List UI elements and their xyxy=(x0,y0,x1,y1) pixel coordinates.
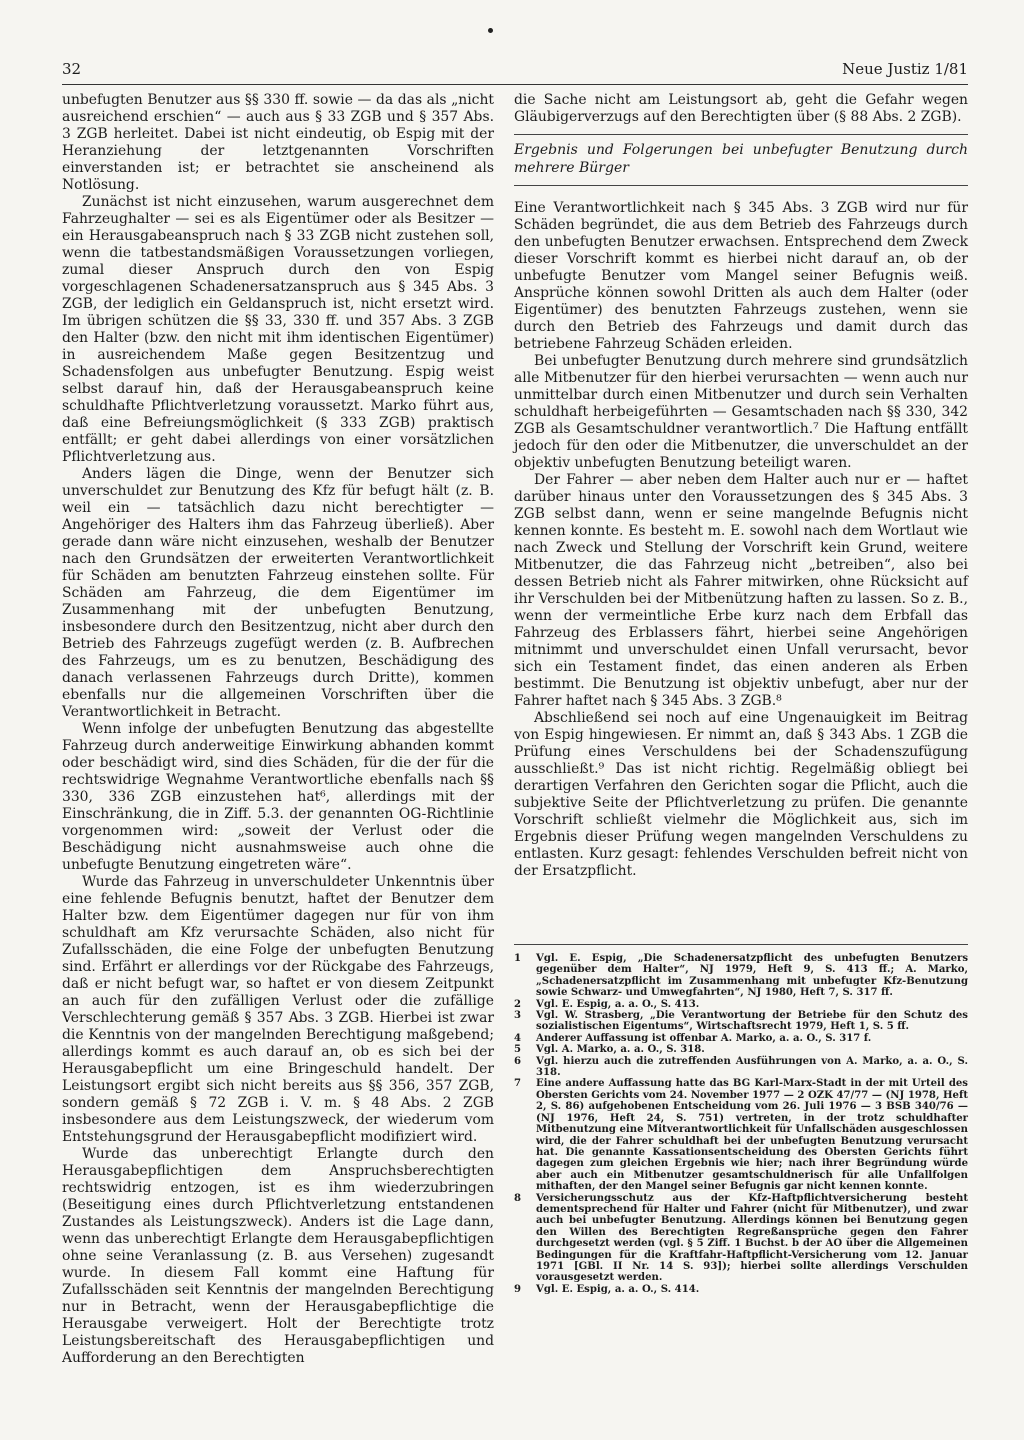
section-rule xyxy=(514,185,968,186)
footnote-number: 5 xyxy=(514,1044,522,1056)
footnote-text: Vgl. W. Strasberg, „Die Verantwortung der Betriebe für den Schutz des sozialistischen Eigentums“, Wirtschaftsrecht 1979, Heft 1, S. 5 ff. xyxy=(536,1010,968,1033)
footnote xyxy=(514,1056,968,1079)
footnote-number: 7 xyxy=(514,1078,522,1090)
left-column xyxy=(62,92,494,1367)
paragraph: Wenn infolge der unbefugten Benutzung das abgestellte Fahrzeug durch anderweitige Einwirkung abhanden kommt oder beschädigt wird, sind dies Schäden, für die der für die rechtswidrige Wegnahme Verantwortliche ebenfalls nach §§ 330, 336 ZGB einzustehen hat⁶, allerdings mit der Einschränkung, die in Ziff. 5.3. der genannten OG-Richtlinie vorgenommen wird: „soweit der Verlust oder die Beschädigung nicht ausnahmsweise auch ohne die unbefugte Benutzung eingetreten wäre“. xyxy=(62,721,494,873)
footnote xyxy=(514,999,968,1010)
footnotes xyxy=(514,944,968,1295)
footnote-number: 8 xyxy=(514,1192,522,1204)
footnote-number: 2 xyxy=(514,998,522,1010)
footnote-number: 4 xyxy=(514,1032,522,1044)
paragraph: Der Fahrer — aber neben dem Halter auch nur er — haftet darüber hinaus unter den Voraussetzungen des § 345 Abs. 3 ZGB selbst dann, wenn er seine mangelnde Befugnis nicht kennen konnte. Es besteht m. E. sowohl nach dem Wortlaut wie nach Zweck und Stellung der Vorschrift kein Grund, weitere Mitbenutzer, die das Fahrzeug nicht „betreiben“, also bei dessen Betrieb nicht als Fahrer mitwirken, ohne Rücksicht auf ihr Verschulden bei der Mitbenützung haften zu lassen. So z. B., wenn der vermeintliche Erbe kurz nach dem Erbfall das Fahrzeug des Erblassers fährt, hierbei seine Angehörigen mitnimmt und unverschuldet einen Unfall verursacht, bevor sich ein Testament findet, das einen anderen als Erben bestimmt. Die Benutzung ist objektiv unbefugt, aber nur der Fahrer haftet nach § 345 Abs. 3 ZGB.⁸ xyxy=(514,472,968,709)
footnote-number: 9 xyxy=(514,1283,522,1295)
paragraph: Eine Verantwortlichkeit nach § 345 Abs. 3 ZGB wird nur für Schäden begründet, die aus dem Betrieb des Fahrzeugs durch den unbefugten Benutzer erwachsen. Entsprechend dem Zweck dieser Vorschrift kommt es hierbei nicht darauf an, ob der unbefugte Benutzer vom Mangel seiner Befugnis weiß. Ansprüche können sowohl Dritten als auch dem Halter (oder Eigentümer) des benutzten Fahrzeugs zustehen, wenn sie durch den Betrieb des Fahrzeugs und damit durch das betriebene Fahrzeug Schäden erleiden. xyxy=(514,200,968,352)
footnote xyxy=(514,1078,968,1192)
footnote-text: Vgl. hierzu auch die zutreffenden Ausführungen von A. Marko, a. a. O., S. 318. xyxy=(536,1055,968,1079)
journal-title: Neue Justiz 1/81 xyxy=(842,60,968,78)
footnote-number: 3 xyxy=(514,1010,522,1022)
section-heading-block xyxy=(514,134,968,186)
header-rule xyxy=(62,84,968,85)
footnote-text: Versicherungsschutz aus der Kfz-Haftpflichtversicherung besteht dementsprechend für Halter und Fahrer (nicht für Mitbenutzer), und zwar auch bei unbefugter Benutzung. Allerdings können bei Benutzung gegen den Willen des Berechtigten Regreßansprüche gegen den Fahrer durchgesetzt werden (vgl. § 5 Ziff. 1 Buchst. b der AO über die Allgemeinen Bedingungen für die Kraftfahr-Haftpflicht-Versicherung vom 12. Januar 1971 [GBl. II Nr. 14 S. 93]); hierbei sollte allerdings Verschulden vorausgesetzt werden. xyxy=(536,1192,968,1284)
paragraph: Bei unbefugter Benutzung durch mehrere sind grundsätzlich alle Mitbenutzer für den hierbei verursachten — wenn auch nur unmittelbar durch einen Mitbenutzer und durch sein Verhalten schuldhaft herbeigeführten — Gesamtschaden nach §§ 330, 342 ZGB als Gesamtschuldner verantwortlich.⁷ Die Haftung entfällt jedoch für den oder die Mitbenutzer, die unverschuldet an der objektiv unbefugten Benutzung beteiligt waren. xyxy=(514,353,968,471)
footnote-text: Anderer Auffassung ist offenbar A. Marko, a. a. O., S. 317 f. xyxy=(536,1032,872,1044)
section-heading: Ergebnis und Folgerungen bei unbefugter Benutzung durch mehrere Bürger xyxy=(514,142,968,176)
right-column xyxy=(514,92,968,880)
paragraph: Abschließend sei noch auf eine Ungenauigkeit im Beitrag von Espig hingewiesen. Er nimmt an, daß § 343 Abs. 1 ZGB die Prüfung eines Verschuldens bei der Schadenszufügung ausschließt.⁹ Das ist nicht richtig. Regelmäßig obliegt bei derartigen Verfahren den Gerichten sogar die Pflicht, auch die subjektive Seite der Pflichtverletzung zu prüfen. Die genannte Vorschrift schließt vielmehr die Möglichkeit aus, sich im Ergebnis dieser Prüfung wegen mangelnden Verschuldens zu entlasten. Kurz gesagt: fehlendes Verschulden befreit nicht von der Ersatzpflicht. xyxy=(514,710,968,879)
footnote-number: 6 xyxy=(514,1055,522,1067)
footnote-text: Vgl. E. Espig, a. a. O., S. 414. xyxy=(536,1283,700,1295)
paragraph: Zunächst ist nicht einzusehen, warum ausgerechnet dem Fahrzeughalter — sei es als Eigentümer oder als Besitzer — ein Herausgabeanspruch nach § 33 ZGB nicht zustehen soll, wenn die tatbestandsmäßigen Voraussetzungen vorliegen, zumal dieser Anspruch durch den von Espig vorgeschlagenen Schadenersatzanspruch aus § 345 Abs. 3 ZGB, der lediglich ein Geldanspruch ist, nicht ersetzt wird. Im übrigen schützen die §§ 33, 330 ff. und 357 Abs. 3 ZGB den Halter (bzw. den nicht mit ihm identischen Eigentümer) in ausreichendem Maße gegen Besitzentzug und Schadensfolgen aus unbefugter Benutzung. Espig weist selbst darauf hin, daß der Herausgabeanspruch keine schuldhafte Pflichtverletzung voraussetzt. Marko führt aus, daß eine Befreiungsmöglichkeit (§ 333 ZGB) praktisch entfällt; er geht dabei allerdings von einer vorsätzlichen Pflichtverletzung aus. xyxy=(62,194,494,465)
page-mark xyxy=(488,28,493,33)
footnote xyxy=(514,1284,968,1295)
footnote-number: 1 xyxy=(514,953,522,964)
footnote-text: Vgl. E. Espig, a. a. O., S. 413. xyxy=(536,998,700,1010)
footnote xyxy=(514,1193,968,1284)
footnote xyxy=(514,1010,968,1033)
footnote xyxy=(514,953,968,999)
footnote-text: Vgl. E. Espig, „Die Schadenersatzpflicht des unbefugten Benutzers gegenüber dem Halter“, NJ 1979, Heft 9, S. 413 ff.; A. Marko, „Schadenersatzpflicht im Zusammenhang mit unbefugter Kfz-Benutzung sowie Schwarz- und Umwegfahrten“, NJ 1980, Heft 7, S. 317 ff. xyxy=(536,953,968,999)
paragraph: unbefugten Benutzer aus §§ 330 ff. sowie — da das als „nicht ausreichend erschien“ — auch aus § 33 ZGB und § 357 Abs. 3 ZGB herleitet. Dabei ist nicht eindeutig, ob Espig mit der Heranziehung der letztgenannten Vorschriften einverstanden ist; er betrachtet sie anscheinend als Notlösung. xyxy=(62,92,494,193)
paragraph: Anders lägen die Dinge, wenn der Benutzer sich unverschuldet zur Benutzung des Kfz für befugt hält (z. B. weil ein — tatsächlich dazu nicht berechtigter — Angehöriger des Halters ihm das Fahrzeug überließ). Aber gerade dann wäre nicht einzusehen, weshalb der Benutzer nach den Grundsätzen der erweiterten Verantwortlichkeit für Schäden am benutzten Fahrzeug einstehen sollte. Für Schäden am Fahrzeug, die dem Eigentümer im Zusammenhang mit der unbefugten Benutzung, insbesondere durch den Besitzentzug, nicht aber durch den Betrieb des Fahrzeugs zugefügt werden (z. B. Aufbrechen des Fahrzeugs, um es zu benutzen, Beschädigung des danach verlassenen Fahrzeugs durch Dritte), kommen ebenfalls nur die allgemeinen Vorschriften über die Verantwortlichkeit in Betracht. xyxy=(62,466,494,720)
footnote xyxy=(514,1033,968,1044)
paragraph: Wurde das unberechtigt Erlangte durch den Herausgabepflichtigen dem Anspruchsberechtigten rechtswidrig entzogen, ist es ihm wiederzubringen (Beseitigung eines durch Pflichtverletzung entstandenen Zustandes als Leistungszweck). Anders ist die Lage dann, wenn das unberechtigt Erlangte dem Herausgabepflichtigen ohne seine Veranlassung (z. B. aus Versehen) zugesandt wurde. In diesem Fall kommt eine Haftung für Zufallsschäden seit Kenntnis der mangelnden Berechtigung nur in Betracht, wenn der Herausgabepflichtige die Herausgabe verweigert. Holt der Berechtigte trotz Leistungsbereitschaft des Herausgabepflichtigen und Aufforderung an den Berechtigten xyxy=(62,1146,494,1366)
paragraph: die Sache nicht am Leistungsort ab, geht die Gefahr wegen Gläubigerverzugs auf den Berechtigten über (§ 88 Abs. 2 ZGB). xyxy=(514,92,968,125)
footnote xyxy=(514,1044,968,1055)
page-number: 32 xyxy=(62,60,82,78)
footnote-text: Eine andere Auffassung hatte das BG Karl-Marx-Stadt in der mit Urteil des Obersten Gerichts vom 24. November 1977 — 2 OZK 47/77 — (NJ 1978, Heft 2, S. 86) aufgehobenen Entscheidung vom 26. Juli 1976 — 3 BSB 340/76 — (NJ 1976, Heft 24, S. 751) vertreten, in der trotz schuldhafter Mitbenutzung eine Mitverantwortlichkeit für Unfallschäden ausgeschlossen wird, die der Fahrer schuldhaft bei der unbefugten Benutzung verursacht hat. Die genannte Kassationsentscheidung des Obersten Gerichts führt dagegen zum gleichen Ergebnis wie hier; nach ihrer Begründung würde aber auch ein Mitbenutzer gesamtschuldnerisch für alle Unfallfolgen mithaften, der den Mangel seiner Befugnis gar nicht kennen konnte. xyxy=(536,1078,968,1193)
paragraph: Wurde das Fahrzeug in unverschuldeter Unkenntnis über eine fehlende Befugnis benutzt, haftet der Benutzer dem Halter bzw. dem Eigentümer dagegen nur für von ihm schuldhaft am Kfz verursachte Schäden, also nicht für Zufallsschäden, die eine Folge der unbefugten Benutzung sind. Erfährt er allerdings vor der Rückgabe des Fahrzeugs, daß er nicht befugt war, so haftet er von diesem Zeitpunkt an auch für den zufälligen Verlust oder die zufällige Verschlechterung gemäß § 357 Abs. 3 ZGB. Hierbei ist zwar die Kenntnis von der mangelnden Berechtigung maßgebend; allerdings kommt es auch darauf an, ob es sich bei der Herausgabepflicht um eine Bringeschuld handelt. Der Leistungsort ergibt sich nicht bereits aus §§ 356, 357 ZGB, sondern gemäß § 72 ZGB i. V. m. § 48 Abs. 2 ZGB insbesondere aus dem Leistungszweck, der wiederum vom Entstehungsgrund der Herausgabepflicht modifiziert wird. xyxy=(62,874,494,1145)
footnote-text: Vgl. A. Marko, a. a. O., S. 318. xyxy=(536,1044,705,1056)
page-header xyxy=(62,60,968,82)
